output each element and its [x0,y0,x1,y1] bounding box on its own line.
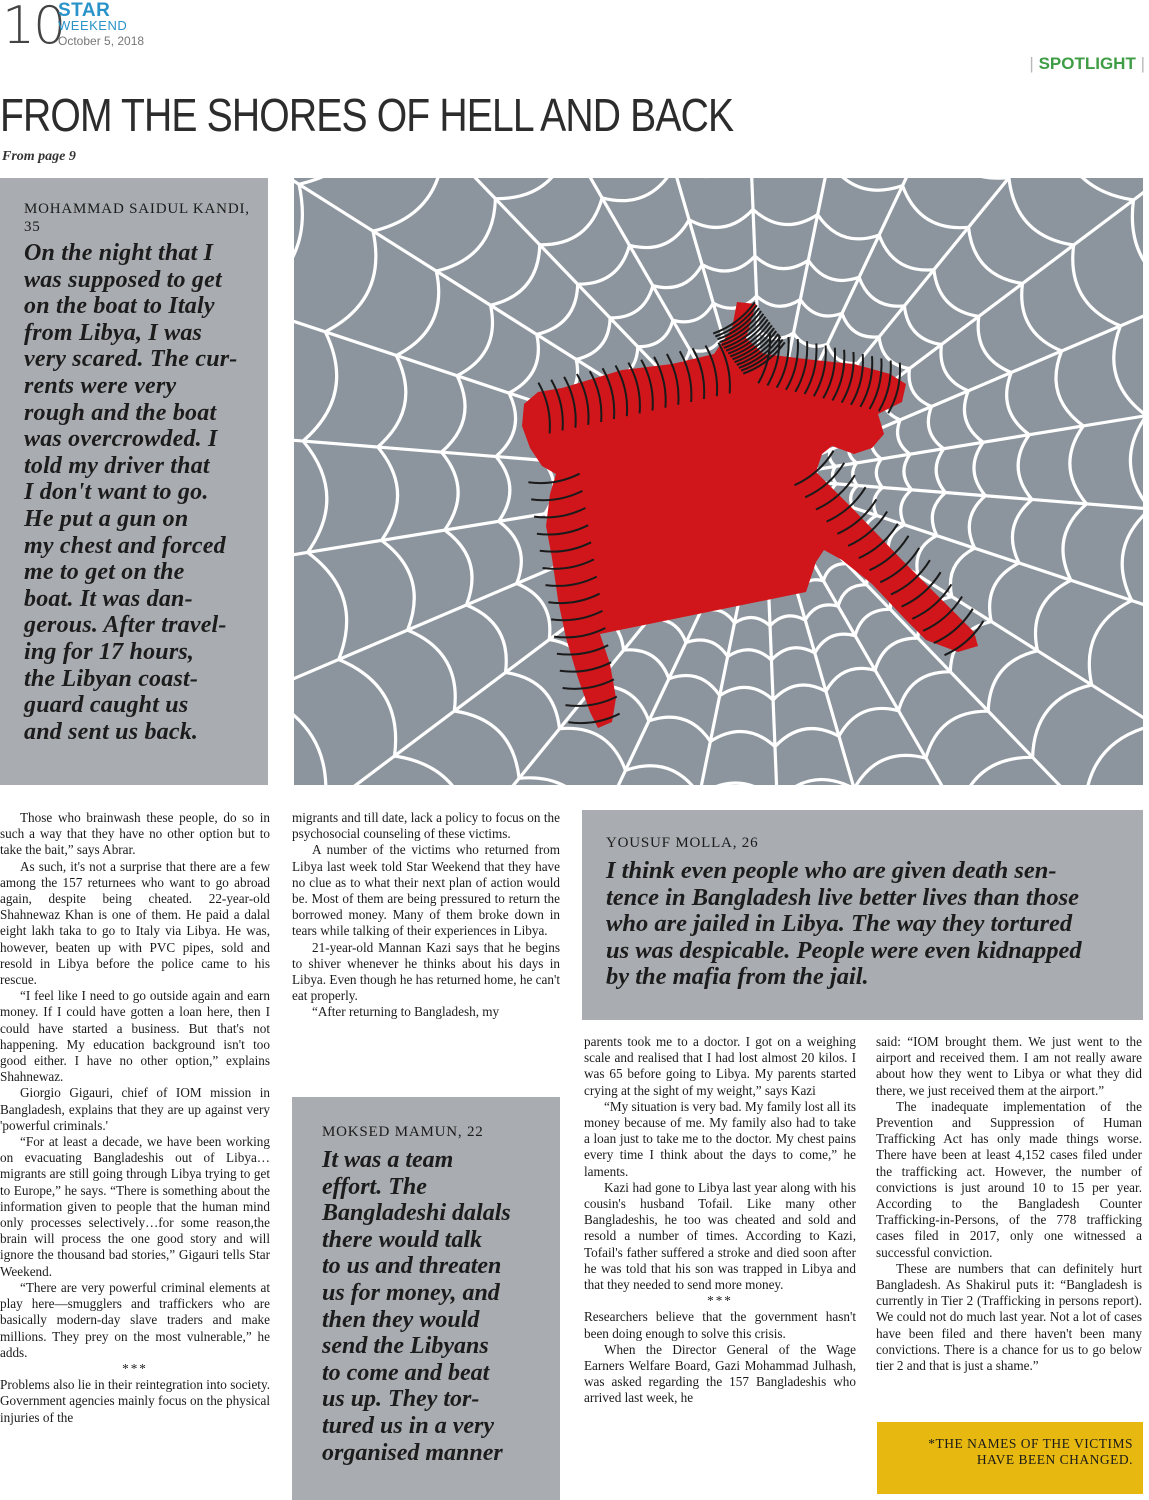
headline: FROM THE SHORES OF HELL AND BACK [0,89,734,141]
paragraph: Researchers believe that the government hasn't been doing enough to solve this crisis. [584,1309,856,1341]
article-column-1 [0,810,270,1426]
quote-line: I don't want to go. [24,479,209,506]
pull-quote-saidul [0,178,268,785]
paragraph: As such, it's not a surprise that there are a few among the 157 returnees who want to go abroad again, despite being cheated. 22-year-old Shahnewaz Khan is one of them. He paid a dalal eight lakh taka to go to Italy via Libya. He was, however, beaten up with PVC pipes, sold and resold in Libya before the police came to his rescue. [0,858,270,988]
quote-name: MOHAMMAD SAIDUL KANDI, 35 [24,201,250,235]
paragraph: The inadequate implementation of the Prevention and Suppression of Human Trafficking Act has only made things worse. There have been at least 4,152 cases filed under the trafficking act. However, the number of convictions is just around 10 to 15 per year. According to the Bangladesh Counter Trafficking-in-Persons, of the 778 trafficking cases filed in 2017, only one witnessed a successful conviction. [876,1098,1142,1260]
paragraph: A number of the victims who returned from Libya last week told Star Weekend that they have no clue as to what their next plan of action would be. Most of them are being pressured to return the borrowed money. Many of them broke down in tears while talking of their experiences in Libya. [292,842,560,939]
quote-line: tence in Bangladesh live better lives than those [606,883,1079,911]
paragraph: “My situation is very bad. My family lost all its money because of me. My family also had to take a loan just to take me to the doctor. My chest pains every time I think about the days to come,” he laments. [584,1098,856,1179]
quote-line: then they would [322,1306,480,1333]
quote-line: I think even people who are given death sen- [606,857,1057,884]
quote-line: from Libya, I was [24,319,203,346]
quote-line: very scared. The cur- [24,346,238,373]
quote-name: YOUSUF MOLLA, 26 [606,835,759,851]
paragraph: “For at least a decade, we have been working on evacuating Bangladeshis out of Libya… migrants are still going through Libya trying to get to Europe,” he says. “There is something about the information given to people that the human mind only processes selectively…for some reason,the brain will process the one good story and will ignore the thousand bad stories,” Gigauri tells Star Weekend. [0,1134,270,1279]
quote-line: rough and the boat [24,399,217,426]
quote-line: there would talk [322,1226,483,1253]
section-tag-bar-left: | [1029,54,1034,73]
quote-line: on the boat to Italy [24,293,215,320]
paragraph: These are numbers that can definitely hurt Bangladesh. As Shakirul puts it: “Bangladesh is currently in Tier 2 (Trafficking in persons report). We could not do much last year. Not a lot of cases have been filed and there haven't been many convictions. There is a chance for us to go below tier 2 and that is just a shame.” [876,1260,1142,1374]
paragraph: said: “IOM brought them. We just went to the airport and received them. I am not really aware about how they went to Libya or what they did there, we just received them at the airport.” [876,1034,1142,1098]
paragraph: parents took me to a doctor. I got on a weighing scale and realised that I had lost almost 20 kilos. I was 65 before going to Libya. My parents started crying at the sight of my weight,” says Kazi [584,1034,856,1098]
quote-text [24,240,250,745]
paragraph: Kazi had gone to Libya last year along with his cousin's husband Tofail. Like many other Bangladeshis, he too was cheated and sold and resold a number of times. According to Kazi, Tofail's father suffered a stroke and died soon after he was told that his son was trapped in Libya and that they needed to send more money. [584,1179,856,1293]
masthead [0,0,200,56]
quote-line: On the night that I [24,240,214,266]
brand-star: STAR [58,0,111,21]
quote-line: boat. It was dan- [24,585,193,612]
quote-line: us was despicable. People were even kidnapped [606,936,1082,964]
footnote-names-changed: *THE NAMES OF THE VICTIMS HAVE BEEN CHANGED. [877,1422,1143,1494]
quote-line: to us and threaten [322,1253,502,1280]
quote-line: It was a team [322,1147,454,1173]
quote-line: who are jailed in Libya. The way they tortured [606,910,1073,938]
quote-line: ing for 17 hours, [24,638,195,665]
brand-weekend: WEEKEND [58,18,128,33]
quote-line: was overcrowded. I [24,426,218,453]
paragraph: “I feel like I need to go outside again and earn money. If I could have gotten a loan here, then I could have started a business. But that's not happening. My education background isn't too good either. I have no other option,” explains Shahnewaz. [0,988,270,1085]
quote-line: gerous. After travel- [24,612,227,639]
quote-name: MOKSED MAMUN, 22 [322,1124,484,1140]
quote-line: Bangladeshi dalals [322,1200,511,1227]
section-tag-bar-right: | [1140,54,1145,73]
quote-line: tured us in a very [322,1412,495,1439]
article-column-4 [876,1034,1142,1374]
section-break: *** [122,1360,148,1376]
paragraph: “There are very powerful criminal elements at play here—smugglers and traffickers who are basically modern-day slave traders and make millions. They prey on the most vulnerable,” he adds. [0,1279,270,1360]
quote-line: my chest and forced [24,532,226,559]
quote-line: to come and beat [322,1359,490,1386]
article-column-3 [584,1034,856,1407]
section-tag [1029,54,1145,74]
paragraph: Giorgio Gigauri, chief of IOM mission in Bangladesh, explains that they are up against very 'powerful criminals.' [0,1085,270,1133]
section-tag-label: SPOTLIGHT [1038,54,1136,73]
paragraph: 21-year-old Mannan Kazi says that he begins to shiver whenever he thinks about his days in Libya. Even though he has returned home, he can't eat properly. [292,939,560,1004]
illustration-spider-web [294,178,1143,785]
article-column-2 [292,810,560,1021]
paragraph: migrants and till date, lack a policy to focus on the psychosocial counseling of these victims. [292,810,560,842]
quote-line: by the mafia from the jail. [606,963,869,991]
quote-line: guard caught us [24,692,189,719]
page-number: 10 [2,0,65,56]
issue-date: October 5, 2018 [58,34,145,48]
pull-quote-moksed [292,1097,560,1500]
quote-line: me to get on the [24,559,185,586]
quote-line: rents were very [24,372,177,399]
quote-line: He put a gun on [24,505,189,532]
quote-line: the Libyan coast- [24,665,199,692]
paragraph: “After returning to Bangladesh, my [312,1004,500,1020]
pull-quote-yousuf [582,810,1143,1020]
quote-line: organised manner [322,1439,503,1466]
quote-line: send the Libyans [322,1333,489,1360]
quote-text [606,858,1123,991]
paragraph: Those who brainwash these people, do so in such a way that they have no other option but to take the bait,” says Abrar. [0,810,270,858]
paragraph: When the Director General of the Wage Earners Welfare Board, Gazi Mohammad Julhash, was asked regarding the 157 Bangladeshis who arrived last week, he [584,1341,856,1406]
quote-line: told my driver that [24,452,210,479]
quote-line: effort. The [322,1173,427,1200]
quote-line: and sent us back. [24,718,199,745]
quote-line: us for money, and [322,1279,500,1306]
quote-line: was supposed to get [24,266,222,293]
from-page: From page 9 [2,149,76,164]
paragraph: Problems also lie in their reintegration into society. Government agencies mainly focus on the physical injuries of the [0,1377,270,1425]
quote-text [322,1147,542,1466]
spider-web-figure-icon [294,178,1143,785]
quote-line: us up. They tor- [322,1386,480,1413]
section-break: *** [707,1293,733,1309]
